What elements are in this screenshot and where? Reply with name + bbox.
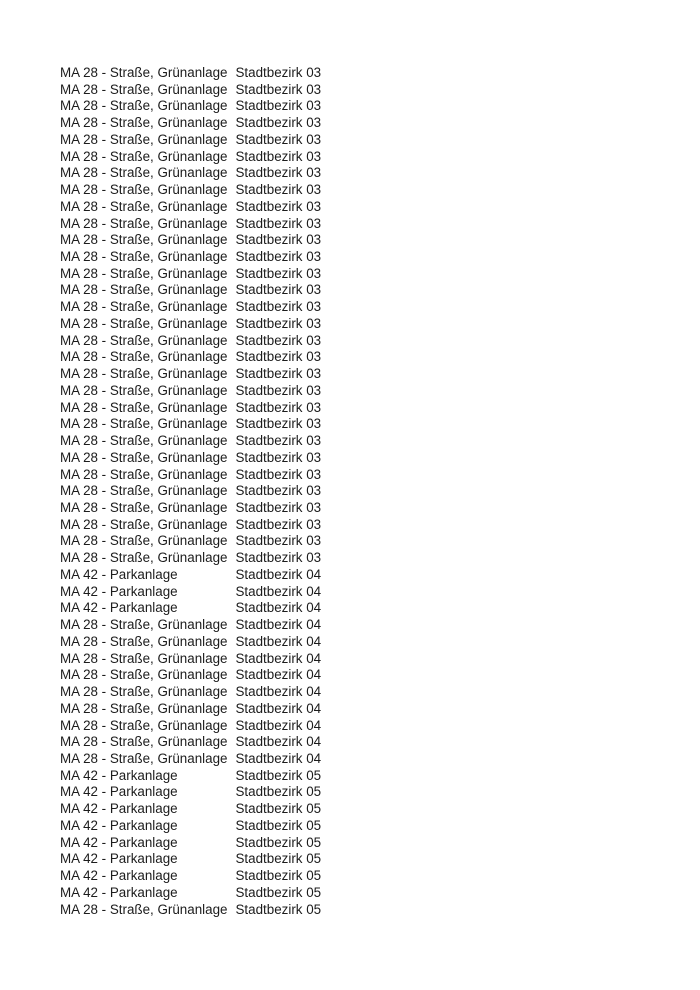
table-row: [60, 467, 321, 484]
table-row: [60, 349, 321, 366]
district-cell: Stadtbezirk 04: [235, 600, 322, 616]
organization-cell: MA 28 - Straße, Grünanlage: [60, 516, 228, 532]
organization-cell: MA 28 - Straße, Grünanlage: [60, 499, 228, 515]
table-row: [60, 718, 321, 735]
table-row: [60, 734, 321, 751]
district-cell: Stadtbezirk 03: [235, 433, 322, 449]
table-row: [60, 98, 321, 115]
district-cell: Stadtbezirk 03: [235, 198, 322, 214]
district-assignment-table: [60, 65, 321, 918]
table-row: [60, 868, 321, 885]
district-cell: Stadtbezirk 03: [235, 131, 322, 147]
district-cell: Stadtbezirk 03: [235, 332, 322, 348]
table-row: [60, 416, 321, 433]
organization-cell: MA 42 - Parkanlage: [60, 817, 178, 833]
district-cell: Stadtbezirk 03: [235, 416, 322, 432]
district-cell: Stadtbezirk 03: [235, 299, 322, 315]
table-row: [60, 801, 321, 818]
organization-cell: MA 42 - Parkanlage: [60, 767, 178, 783]
district-cell: Stadtbezirk 03: [235, 466, 322, 482]
organization-cell: MA 28 - Straße, Grünanlage: [60, 131, 228, 147]
organization-cell: MA 42 - Parkanlage: [60, 868, 178, 884]
district-cell: Stadtbezirk 03: [235, 265, 322, 281]
table-row: [60, 567, 321, 584]
organization-cell: MA 28 - Straße, Grünanlage: [60, 433, 228, 449]
table-row: [60, 450, 321, 467]
organization-cell: MA 28 - Straße, Grünanlage: [60, 215, 228, 231]
table-row: [60, 316, 321, 333]
district-cell: Stadtbezirk 04: [235, 734, 322, 750]
district-cell: Stadtbezirk 04: [235, 650, 322, 666]
district-cell: Stadtbezirk 05: [235, 851, 322, 867]
district-cell: Stadtbezirk 04: [235, 700, 322, 716]
table-row: [60, 500, 321, 517]
district-cell: Stadtbezirk 03: [235, 533, 322, 549]
district-cell: Stadtbezirk 03: [235, 516, 322, 532]
district-cell: Stadtbezirk 03: [235, 98, 322, 114]
table-row: [60, 600, 321, 617]
table-row: [60, 902, 321, 919]
district-cell: Stadtbezirk 03: [235, 182, 322, 198]
district-cell: Stadtbezirk 04: [235, 633, 322, 649]
district-cell: Stadtbezirk 03: [235, 215, 322, 231]
organization-cell: MA 28 - Straße, Grünanlage: [60, 416, 228, 432]
district-cell: Stadtbezirk 03: [235, 550, 322, 566]
table-row: [60, 667, 321, 684]
district-cell: Stadtbezirk 03: [235, 232, 322, 248]
organization-cell: MA 42 - Parkanlage: [60, 583, 178, 599]
table-row: [60, 768, 321, 785]
table-row: [60, 651, 321, 668]
district-cell: Stadtbezirk 05: [235, 784, 322, 800]
district-cell: Stadtbezirk 05: [235, 884, 322, 900]
table-row: [60, 851, 321, 868]
organization-cell: MA 28 - Straße, Grünanlage: [60, 182, 228, 198]
organization-cell: MA 28 - Straße, Grünanlage: [60, 198, 228, 214]
district-cell: Stadtbezirk 05: [235, 801, 322, 817]
district-cell: Stadtbezirk 04: [235, 667, 322, 683]
district-cell: Stadtbezirk 03: [235, 382, 322, 398]
table-row: [60, 199, 321, 216]
table-row: [60, 835, 321, 852]
organization-cell: MA 28 - Straße, Grünanlage: [60, 115, 228, 131]
table-row: [60, 550, 321, 567]
district-cell: Stadtbezirk 03: [235, 349, 322, 365]
district-cell: Stadtbezirk 05: [235, 834, 322, 850]
district-cell: Stadtbezirk 04: [235, 684, 322, 700]
organization-cell: MA 28 - Straße, Grünanlage: [60, 700, 228, 716]
district-cell: Stadtbezirk 03: [235, 483, 322, 499]
organization-cell: MA 28 - Straße, Grünanlage: [60, 98, 228, 114]
organization-cell: MA 42 - Parkanlage: [60, 851, 178, 867]
organization-cell: MA 42 - Parkanlage: [60, 834, 178, 850]
organization-cell: MA 28 - Straße, Grünanlage: [60, 232, 228, 248]
organization-cell: MA 28 - Straße, Grünanlage: [60, 399, 228, 415]
table-row: [60, 232, 321, 249]
organization-cell: MA 28 - Straße, Grünanlage: [60, 265, 228, 281]
organization-cell: MA 28 - Straße, Grünanlage: [60, 332, 228, 348]
district-cell: Stadtbezirk 04: [235, 751, 322, 766]
organization-cell: MA 42 - Parkanlage: [60, 784, 178, 800]
organization-cell: MA 28 - Straße, Grünanlage: [60, 667, 228, 683]
organization-cell: MA 42 - Parkanlage: [60, 566, 178, 582]
district-cell: Stadtbezirk 03: [235, 81, 322, 97]
district-cell: Stadtbezirk 03: [235, 366, 322, 382]
table-row: [60, 216, 321, 233]
district-cell: Stadtbezirk 03: [235, 282, 322, 298]
table-row: [60, 299, 321, 316]
district-cell: Stadtbezirk 05: [235, 817, 322, 833]
organization-cell: MA 28 - Straße, Grünanlage: [60, 533, 228, 549]
organization-cell: MA 28 - Straße, Grünanlage: [60, 751, 228, 766]
organization-cell: MA 28 - Straße, Grünanlage: [60, 684, 228, 700]
district-cell: Stadtbezirk 03: [235, 399, 322, 415]
table-row: [60, 249, 321, 266]
table-row: [60, 751, 321, 768]
table-row: [60, 684, 321, 701]
table-row: [60, 617, 321, 634]
district-cell: Stadtbezirk 03: [235, 148, 322, 164]
district-cell: Stadtbezirk 04: [235, 566, 322, 582]
organization-cell: MA 28 - Straße, Grünanlage: [60, 550, 228, 566]
table-row: [60, 584, 321, 601]
organization-cell: MA 42 - Parkanlage: [60, 884, 178, 900]
organization-cell: MA 28 - Straße, Grünanlage: [60, 366, 228, 382]
table-row: [60, 483, 321, 500]
organization-cell: MA 28 - Straße, Grünanlage: [60, 449, 228, 465]
organization-cell: MA 28 - Straße, Grünanlage: [60, 165, 228, 181]
district-cell: Stadtbezirk 03: [235, 64, 322, 80]
district-cell: Stadtbezirk 05: [235, 767, 322, 783]
table-row: [60, 517, 321, 534]
district-cell: Stadtbezirk 03: [235, 499, 322, 515]
organization-cell: MA 28 - Straße, Grünanlage: [60, 617, 228, 633]
organization-cell: MA 28 - Straße, Grünanlage: [60, 633, 228, 649]
organization-cell: MA 28 - Straße, Grünanlage: [60, 483, 228, 499]
table-row: [60, 784, 321, 801]
organization-cell: MA 28 - Straße, Grünanlage: [60, 650, 228, 666]
organization-cell: MA 28 - Straße, Grünanlage: [60, 382, 228, 398]
table-row: [60, 400, 321, 417]
table-row: [60, 132, 321, 149]
district-cell: Stadtbezirk 05: [235, 868, 322, 884]
organization-cell: MA 28 - Straße, Grünanlage: [60, 315, 228, 331]
organization-cell: MA 28 - Straße, Grünanlage: [60, 148, 228, 164]
organization-cell: MA 28 - Straße, Grünanlage: [60, 349, 228, 365]
organization-cell: MA 28 - Straße, Grünanlage: [60, 717, 228, 733]
district-cell: Stadtbezirk 04: [235, 617, 322, 633]
organization-cell: MA 42 - Parkanlage: [60, 801, 178, 817]
table-row: [60, 383, 321, 400]
district-cell: Stadtbezirk 03: [235, 248, 322, 264]
organization-cell: MA 28 - Straße, Grünanlage: [60, 299, 228, 315]
organization-cell: MA 28 - Straße, Grünanlage: [60, 901, 228, 917]
table-row: [60, 433, 321, 450]
table-row: [60, 885, 321, 902]
table-row: [60, 149, 321, 166]
organization-cell: MA 28 - Straße, Grünanlage: [60, 734, 228, 750]
table-row: [60, 366, 321, 383]
organization-cell: MA 42 - Parkanlage: [60, 600, 178, 616]
table-row: [60, 115, 321, 132]
table-row: [60, 818, 321, 835]
district-cell: Stadtbezirk 04: [235, 717, 322, 733]
organization-cell: MA 28 - Straße, Grünanlage: [60, 466, 228, 482]
table-row: [60, 533, 321, 550]
table-row: [60, 333, 321, 350]
district-cell: Stadtbezirk 03: [235, 315, 322, 331]
table-row: [60, 182, 321, 199]
organization-cell: MA 28 - Straße, Grünanlage: [60, 248, 228, 264]
district-cell: Stadtbezirk 03: [235, 165, 322, 181]
district-cell: Stadtbezirk 05: [235, 901, 322, 917]
table-row: [60, 82, 321, 99]
table-row: [60, 65, 321, 82]
table-row: [60, 266, 321, 283]
district-cell: Stadtbezirk 03: [235, 449, 322, 465]
table-row: [60, 701, 321, 718]
organization-cell: MA 28 - Straße, Grünanlage: [60, 64, 228, 80]
district-cell: Stadtbezirk 04: [235, 583, 322, 599]
table-row: [60, 165, 321, 182]
organization-cell: MA 28 - Straße, Grünanlage: [60, 282, 228, 298]
district-cell: Stadtbezirk 03: [235, 115, 322, 131]
organization-cell: MA 28 - Straße, Grünanlage: [60, 81, 228, 97]
table-row: [60, 282, 321, 299]
table-row: [60, 634, 321, 651]
